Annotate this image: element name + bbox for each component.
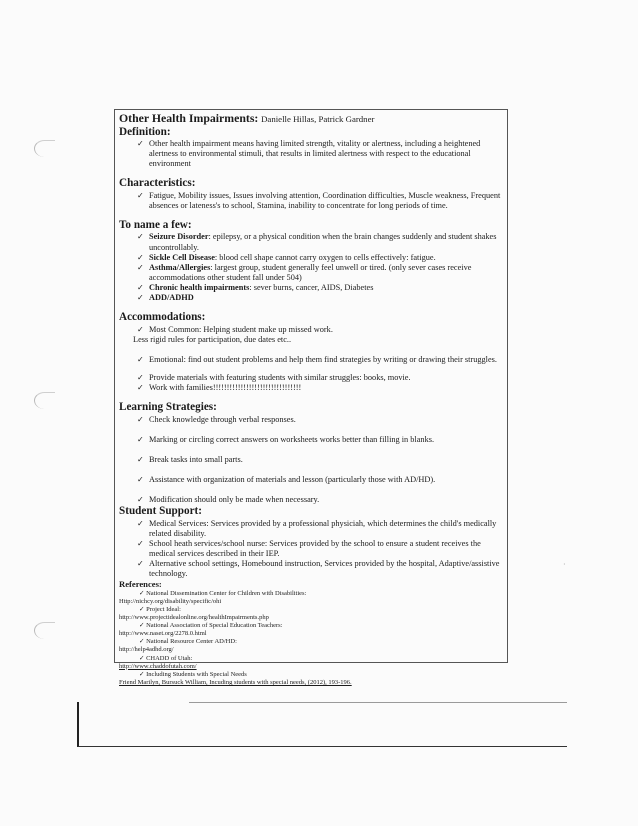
reference-name: ✓ Project Ideal: [139, 605, 181, 613]
list-item: ✓ School heath services/school nurse: Services provided by the school to ensure a student receives the medical services described in their IEP. [137, 538, 481, 558]
references-heading: References: [119, 579, 162, 590]
authors: Danielle Hillas, Patrick Gardner [261, 114, 375, 124]
list-item: ✓ Most Common: Helping student make up missed work. [137, 324, 333, 334]
checkmark-icon: ✓ [137, 293, 144, 303]
checkmark-icon: ✓ [137, 383, 144, 393]
reference-name: ✓ CHADD of Utah: [139, 654, 193, 662]
references [119, 579, 503, 687]
definition-list [119, 139, 503, 169]
checkmark-icon: ✓ [137, 474, 144, 484]
checkmark-icon: ✓ [137, 372, 144, 382]
list-item: ✓ ADD/ADHD [137, 293, 194, 303]
reference-link[interactable]: http://help4adhd.org/ [119, 646, 174, 654]
characteristics-heading: Characteristics: [119, 177, 196, 190]
list-item: ✓ Emotional: find out student problems and help them find strategies by writing or drawing their struggles. [137, 354, 497, 364]
punch-hole-bottom [34, 622, 55, 639]
student-support-list [119, 519, 503, 580]
checkmark-icon: ✓ [139, 589, 147, 597]
characteristics-list [119, 191, 503, 211]
checkmark-icon: ✓ [137, 262, 144, 272]
list-item: ✓ Medical Services: Services provided by a professional physiciah, which determines the child's medically related disability. [137, 518, 497, 538]
list-item: ✓ Sickle Cell Disease: blood cell shape cannot carry oxygen to cells effectively: fatigue. [137, 252, 436, 262]
title-line [119, 112, 503, 126]
checkmark-icon: ✓ [137, 434, 144, 444]
checkmark-icon: ✓ [137, 232, 144, 242]
checkmark-icon: ✓ [137, 139, 144, 148]
checkmark-icon: ✓ [137, 190, 144, 200]
checkmark-icon: ✓ [137, 252, 144, 262]
scan-speck: · [563, 560, 566, 569]
list-item: ✓ Work with families!!!!!!!!!!!!!!!!!!!!!!!!!!!!!!!! [137, 383, 302, 393]
checkmark-icon: ✓ [139, 605, 147, 613]
divider [189, 702, 567, 703]
accommodations-list [119, 325, 503, 335]
list-item: ✓ Alternative school settings, Homebound instruction, Services provided by the hospital, Adaptive/assistive technology. [137, 559, 500, 579]
reference-name: ✓ National Resource Center AD/HD: [139, 638, 237, 646]
checkmark-icon: ✓ [137, 538, 144, 548]
checkmark-icon: ✓ [139, 638, 147, 646]
definition-heading: Definition: [119, 125, 171, 138]
reference-name: ✓ National Dissemination Center for Children with Disabilities: [139, 589, 307, 597]
checkmark-icon: ✓ [137, 324, 144, 334]
reference-citation: Friend Marilyn, Bursuck William, Incuding students with special needs, (2012), 193-196. [119, 678, 352, 686]
page-frame-bottom [77, 702, 567, 747]
checkmark-icon: ✓ [137, 414, 144, 424]
learning-strategies-heading: Learning Strategies: [119, 401, 217, 414]
checkmark-icon: ✓ [137, 495, 144, 505]
punch-hole-middle [34, 392, 55, 409]
checkmark-icon: ✓ [137, 354, 144, 364]
list-item: ✓ Marking or circling correct answers on worksheets works better than filling in blanks. [137, 434, 435, 444]
checkmark-icon: ✓ [137, 282, 144, 292]
list-item: ✓ Fatigue, Mobility issues, Issues involving attention, Coordination difficulties, Muscle weakness, Frequent absences or lateness's to school, Stamina, inability to concentrate for long periods of time. [137, 190, 501, 210]
reference-link[interactable]: http://www.chaddofutah.com/ [119, 662, 197, 670]
reference-name: ✓ National Association of Special Education Teachers: [139, 622, 283, 630]
student-support-heading: Student Support: [119, 505, 202, 518]
handout-box [114, 109, 508, 686]
checkmark-icon: ✓ [139, 622, 147, 630]
list-item: ✓ Chronic health impairments: sever burns, cancer, AIDS, Diabetes [137, 282, 374, 292]
reference-name: ✓ Including Students with Special Needs [139, 670, 247, 678]
checkmark-icon: ✓ [139, 654, 147, 662]
list-item: ✓ Other health impairment means having limited strength, vitality or alertness, including a heightened alertness to environmental stimuli, that results in limited alertness with respect to the educational environment [137, 139, 481, 169]
list-item: ✓ Provide materials with featuring students with similar struggles: books, movie. [137, 372, 411, 382]
reference-link[interactable]: http://www.naset.org/2278.0.html [119, 630, 207, 638]
list-item: ✓ Modification should only be made when necessary. [137, 495, 320, 505]
conditions-list [119, 232, 503, 303]
checkmark-icon: ✓ [137, 454, 144, 464]
list-item: ✓ Break tasks into small parts. [137, 454, 243, 464]
checkmark-icon: ✓ [139, 670, 147, 678]
conditions-heading: To name a few: [119, 218, 192, 231]
checkmark-icon: ✓ [137, 559, 144, 569]
learning-strategies-list [119, 415, 503, 506]
list-item: ✓ Asthma/Allergies: largest group, student generally feel unwell or tired. (only sever cases receive accommodations other student fall under 504) [137, 262, 472, 282]
page-title: Other Health Impairments: [119, 111, 259, 125]
accommodations-heading: Accommodations: [119, 311, 206, 324]
list-item: ✓ Seizure Disorder: epilepsy, or a physical condition when the brain changes suddenly and student shakes uncontrollably. [137, 232, 497, 252]
list-item: ✓ Assistance with organization of materials and lesson (particularly those with AD/HD). [137, 474, 436, 484]
reference-link[interactable]: http://www.projectidealonline.org/healthImpairments.php [119, 613, 269, 621]
accommodations-note: Less rigid rules for participation, due dates etc.. [133, 334, 292, 344]
reference-link[interactable]: Http://nichcy.org/disability/specific/ohi [119, 597, 222, 605]
punch-hole-top [34, 140, 55, 157]
list-item: ✓ Check knowledge through verbal responses. [137, 414, 296, 424]
checkmark-icon: ✓ [137, 518, 144, 528]
